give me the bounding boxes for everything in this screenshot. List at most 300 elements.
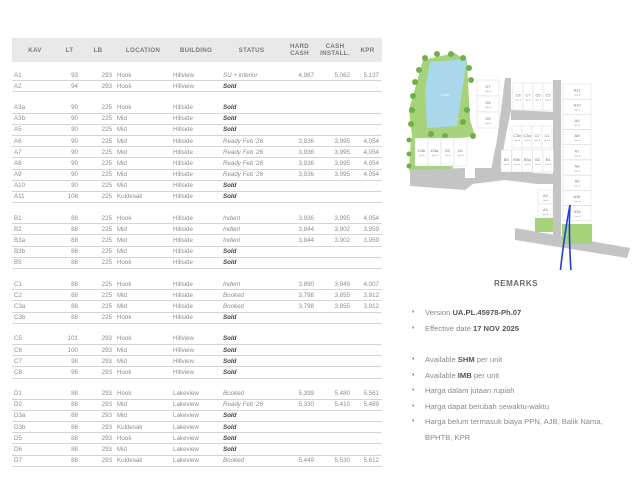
cell-location: Mid xyxy=(115,410,171,421)
map-lot xyxy=(543,150,554,172)
cell-lt: 88 xyxy=(58,410,81,421)
cell-cash-install: 5,410 xyxy=(317,399,353,410)
svg-text:Type A: Type A xyxy=(573,94,581,97)
remark-text: Harga belum termasuk biaya PPN, AJB, Balik Nama, BPHTB, KPR xyxy=(425,417,603,442)
cell-lt: 101 xyxy=(58,334,81,345)
cell-lt: 108 xyxy=(58,191,81,202)
cell-hard-cash xyxy=(282,422,317,433)
map-lot xyxy=(538,190,553,204)
svg-text:Type A: Type A xyxy=(573,170,581,173)
cell-status: Indent xyxy=(221,279,282,290)
cell-cash-install: 3,995 xyxy=(317,135,353,146)
cell-location: Hook xyxy=(115,367,171,378)
cell-status: Booked xyxy=(221,389,282,400)
cell-lb: 225 xyxy=(81,257,115,268)
cell-lb: 225 xyxy=(81,147,115,158)
cell-kpr: 5,489 xyxy=(353,399,382,410)
table-row xyxy=(12,113,382,124)
cell-cash-install xyxy=(317,124,353,135)
svg-text:Type A: Type A xyxy=(573,216,581,219)
cell-kav: A6 xyxy=(12,135,58,146)
cell-building: Hillside xyxy=(171,290,221,301)
cell-location: Mid xyxy=(115,158,171,169)
cell-building: Hillside xyxy=(171,312,221,323)
table-row xyxy=(12,433,382,444)
cell-kav: B2 xyxy=(12,224,58,235)
cell-location: Hook xyxy=(115,433,171,444)
cell-location: Mid xyxy=(115,290,171,301)
table-row xyxy=(12,235,382,246)
cell-kav: C2 xyxy=(12,290,58,301)
svg-text:B2: B2 xyxy=(535,157,541,162)
remark-item xyxy=(412,305,632,321)
cell-building: Hillview xyxy=(171,81,221,92)
cell-lt: 88 xyxy=(58,444,81,455)
cell-location: Mid xyxy=(115,135,171,146)
cell-status: Sold xyxy=(221,257,282,268)
map-lot xyxy=(563,145,591,160)
cell-kav: A5 xyxy=(12,124,58,135)
cell-lt: 88 xyxy=(58,422,81,433)
cell-hard-cash xyxy=(282,257,317,268)
cell-cash-install xyxy=(317,246,353,257)
cell-kpr xyxy=(353,444,382,455)
table-row xyxy=(12,399,382,410)
svg-text:C6: C6 xyxy=(535,92,541,98)
cell-lt: 88 xyxy=(58,213,81,224)
cell-kpr xyxy=(353,312,382,323)
cell-cash-install xyxy=(317,410,353,421)
cell-status: Ready Feb '26 xyxy=(221,158,282,169)
column-header: LT xyxy=(65,46,74,54)
cell-location: Mid xyxy=(115,356,171,367)
remark-item xyxy=(412,368,632,384)
cell-cash-install: 3,995 xyxy=(317,213,353,224)
map-lot xyxy=(522,126,532,148)
cell-location: Mid xyxy=(115,147,171,158)
svg-text:D3a: D3a xyxy=(430,148,439,153)
svg-text:Type A: Type A xyxy=(524,99,532,102)
cell-hard-cash xyxy=(282,246,317,257)
cell-cash-install xyxy=(317,312,353,323)
map-lot xyxy=(454,138,467,166)
map-lot xyxy=(563,175,591,190)
cell-lb: 225 xyxy=(81,113,115,124)
cell-lb: 293 xyxy=(81,410,115,421)
cell-lb: 293 xyxy=(81,399,115,410)
cell-building: Hillside xyxy=(171,279,221,290)
cell-lt: 96 xyxy=(58,367,81,378)
map-lot xyxy=(441,138,454,166)
map-lot xyxy=(428,138,441,166)
table-row xyxy=(12,367,382,378)
cell-cash-install: 5,062 xyxy=(317,70,353,81)
cell-lb: 225 xyxy=(81,290,115,301)
cell-lt: 100 xyxy=(58,344,81,355)
cell-cash-install: 3,902 xyxy=(317,224,353,235)
map-lot xyxy=(533,83,543,110)
svg-text:A11: A11 xyxy=(573,87,581,93)
cell-status: Sold xyxy=(221,81,282,92)
cell-lb: 225 xyxy=(81,235,115,246)
cell-kpr: 3,912 xyxy=(353,301,382,312)
cell-kav: D7 xyxy=(12,455,58,466)
map-lot xyxy=(542,126,552,148)
cell-lt: 88 xyxy=(58,389,81,400)
cell-lt: 88 xyxy=(58,246,81,257)
map-lot xyxy=(522,150,533,172)
cell-hard-cash: 3,936 xyxy=(282,158,317,169)
remark-text: per unit xyxy=(474,355,503,364)
cell-building: Hillside xyxy=(171,113,221,124)
svg-text:C8: C8 xyxy=(515,92,521,98)
svg-text:Type A: Type A xyxy=(573,140,581,143)
cell-kav: A11 xyxy=(12,191,58,202)
cell-cash-install: 3,995 xyxy=(317,158,353,169)
table-row xyxy=(12,158,382,169)
svg-text:C1: C1 xyxy=(544,133,550,138)
cell-status: Booked xyxy=(221,290,282,301)
table-row xyxy=(12,135,382,146)
svg-text:Type A: Type A xyxy=(533,140,541,142)
cell-lb: 225 xyxy=(81,102,115,113)
cell-lt: 93 xyxy=(58,70,81,81)
svg-text:Type A: Type A xyxy=(484,91,492,93)
svg-text:D5: D5 xyxy=(485,116,491,121)
cell-cash-install xyxy=(317,102,353,113)
cell-cash-install: 3,995 xyxy=(317,147,353,158)
table-row xyxy=(12,444,382,455)
cell-kav: B3b xyxy=(12,246,58,257)
cell-kpr: 4,054 xyxy=(353,158,382,169)
cell-hard-cash: 5,330 xyxy=(282,399,317,410)
column-header: KAV xyxy=(28,46,42,54)
cell-kpr: 4,054 xyxy=(353,213,382,224)
table-body xyxy=(12,62,382,466)
cell-location: Mid xyxy=(115,180,171,191)
remark-text: Version xyxy=(425,308,453,317)
table-row xyxy=(12,410,382,421)
cell-kav: C1 xyxy=(12,279,58,290)
remark-text: Effective date xyxy=(425,323,473,333)
cell-building: Hillside xyxy=(171,158,221,169)
cell-building: Lakeview xyxy=(171,455,221,466)
remark-text: per unit xyxy=(471,370,500,380)
svg-text:Type A: Type A xyxy=(444,155,451,157)
table-row xyxy=(12,422,382,433)
cell-cash-install xyxy=(317,444,353,455)
cell-hard-cash: 3,936 xyxy=(282,147,317,158)
table-row xyxy=(12,334,382,345)
group-spacer xyxy=(12,378,382,389)
cell-kpr xyxy=(353,344,382,355)
cell-building: Hillview xyxy=(171,356,221,367)
table-row xyxy=(12,389,382,400)
column-header: LB xyxy=(93,46,103,54)
cell-lb: 225 xyxy=(81,224,115,235)
cell-kpr: 4,007 xyxy=(353,279,382,290)
svg-text:Type A: Type A xyxy=(573,200,581,203)
remark-highlight: SHM xyxy=(457,355,475,364)
table-row xyxy=(12,301,382,312)
svg-text:A10: A10 xyxy=(573,102,581,108)
cell-lb: 293 xyxy=(81,389,115,400)
cell-lt: 88 xyxy=(58,399,81,410)
svg-text:Type A: Type A xyxy=(542,200,549,202)
cell-status: Sold xyxy=(221,334,282,345)
table-row xyxy=(12,81,382,92)
svg-text:A8: A8 xyxy=(574,133,580,139)
cell-location: Hook xyxy=(115,279,171,290)
cell-hard-cash: 4,987 xyxy=(282,70,317,81)
cell-cash-install xyxy=(317,113,353,124)
cell-status: Sold xyxy=(221,367,282,378)
column-header: LOCATION xyxy=(125,46,161,54)
cell-status: Sold xyxy=(221,191,282,202)
cell-kav: C7 xyxy=(12,356,58,367)
cell-location: Mid xyxy=(115,344,171,355)
cell-cash-install: 3,855 xyxy=(317,290,353,301)
cell-building: Hillside xyxy=(171,235,221,246)
map-lot xyxy=(563,160,591,175)
cell-status: Ready Feb '26 xyxy=(221,399,282,410)
table-row xyxy=(12,169,382,180)
cell-status: Booked xyxy=(221,301,282,312)
cell-building: Hillside xyxy=(171,135,221,146)
cell-cash-install: 3,902 xyxy=(317,235,353,246)
cell-hard-cash: 3,890 xyxy=(282,279,317,290)
svg-text:A7: A7 xyxy=(574,148,580,154)
cell-kpr: 5,137 xyxy=(353,70,382,81)
cell-cash-install: 3,855 xyxy=(317,301,353,312)
cell-lt: 90 xyxy=(58,147,81,158)
cell-kav: A3a xyxy=(12,102,58,113)
cell-kpr: 4,054 xyxy=(353,169,382,180)
cell-kav: B3a xyxy=(12,235,58,246)
cell-cash-install: 3,949 xyxy=(317,279,353,290)
cell-status: Sold xyxy=(221,344,282,355)
map-lot xyxy=(543,83,553,110)
cell-kpr xyxy=(353,410,382,421)
svg-text:C3b: C3b xyxy=(513,133,521,138)
svg-text:D2: D2 xyxy=(444,148,451,153)
svg-text:Type A: Type A xyxy=(573,155,581,158)
remark-item xyxy=(412,414,632,445)
cell-cash-install xyxy=(317,422,353,433)
spacer xyxy=(12,62,382,70)
cell-location: Hook xyxy=(115,213,171,224)
cell-kav: A1 xyxy=(12,70,58,81)
cell-kpr xyxy=(353,422,382,433)
group-spacer xyxy=(12,269,382,280)
cell-kav: A9 xyxy=(12,169,58,180)
map-lot xyxy=(513,83,523,110)
table-row xyxy=(12,312,382,323)
cell-lb: 293 xyxy=(81,81,115,92)
cell-status: Sold xyxy=(221,113,282,124)
cell-building: Hillside xyxy=(171,224,221,235)
cell-hard-cash xyxy=(282,113,317,124)
cell-kpr xyxy=(353,246,382,257)
cell-cash-install xyxy=(317,81,353,92)
cell-lt: 88 xyxy=(58,455,81,466)
remarks-list xyxy=(412,305,632,445)
table-row xyxy=(12,356,382,367)
cell-lb: 225 xyxy=(81,246,115,257)
cell-kav: D3b xyxy=(12,422,58,433)
cell-building: Hillview xyxy=(171,70,221,81)
cell-lt: 90 xyxy=(58,135,81,146)
cell-location: Mid xyxy=(115,124,171,135)
cell-lb: 225 xyxy=(81,301,115,312)
remark-item xyxy=(412,383,632,399)
table-row xyxy=(12,257,382,268)
cell-location: Hook xyxy=(115,334,171,345)
cell-kav: A3b xyxy=(12,113,58,124)
cell-kpr: 3,959 xyxy=(353,235,382,246)
svg-text:A3a: A3a xyxy=(573,209,581,215)
remark-item xyxy=(412,352,632,368)
map-lot xyxy=(563,190,591,205)
map-lot xyxy=(523,83,533,110)
cell-building: Lakeview xyxy=(171,444,221,455)
remark-text: Harga dapat berubah sewaktu-waktu xyxy=(425,401,550,411)
svg-text:Type A: Type A xyxy=(534,99,542,102)
cell-building: Hillside xyxy=(171,246,221,257)
cell-building: Hillside xyxy=(171,213,221,224)
svg-text:Type A: Type A xyxy=(484,123,492,125)
column-header: BUILDING xyxy=(179,46,213,54)
cell-kpr xyxy=(353,102,382,113)
cell-location: Mid xyxy=(115,444,171,455)
cell-location: Kuldesak xyxy=(115,455,171,466)
cell-lb: 225 xyxy=(81,191,115,202)
cell-location: Kuldesak xyxy=(115,191,171,202)
svg-text:D7: D7 xyxy=(485,84,491,89)
svg-text:A5: A5 xyxy=(574,178,580,184)
map-lot xyxy=(563,114,591,129)
cell-kpr: 4,054 xyxy=(353,147,382,158)
cell-location: Hook xyxy=(115,81,171,92)
cell-cash-install: 5,480 xyxy=(317,389,353,400)
map-lot xyxy=(415,138,428,166)
table-row xyxy=(12,224,382,235)
cell-kav: B1 xyxy=(12,213,58,224)
cell-status: Sold xyxy=(221,180,282,191)
cell-cash-install: 3,995 xyxy=(317,169,353,180)
cell-cash-install xyxy=(317,257,353,268)
cell-hard-cash: 5,449 xyxy=(282,455,317,466)
svg-text:Type A: Type A xyxy=(484,107,492,109)
cell-hard-cash xyxy=(282,124,317,135)
cell-lb: 293 xyxy=(81,356,115,367)
cell-hard-cash xyxy=(282,81,317,92)
remark-highlight: 17 NOV 2025 xyxy=(472,323,519,333)
column-header: KPR xyxy=(360,46,375,54)
cell-building: Lakeview xyxy=(171,399,221,410)
cell-kav: A8 xyxy=(12,158,58,169)
cell-location: Hook xyxy=(115,102,171,113)
cell-lt: 88 xyxy=(58,433,81,444)
svg-text:C3a: C3a xyxy=(523,133,531,138)
table-header-row xyxy=(12,38,382,62)
cell-status: Sold xyxy=(221,444,282,455)
cell-status: Indent xyxy=(221,224,282,235)
cell-hard-cash xyxy=(282,312,317,323)
remark-text: Available xyxy=(425,355,458,364)
cell-kav: D6 xyxy=(12,444,58,455)
svg-text:D3b: D3b xyxy=(417,148,426,153)
cell-building: Lakeview xyxy=(171,389,221,400)
cell-lb: 293 xyxy=(81,344,115,355)
cell-status: SU + interior xyxy=(221,70,282,81)
svg-text:A2: A2 xyxy=(543,193,548,198)
cell-lb: 225 xyxy=(81,158,115,169)
svg-text:D1: D1 xyxy=(457,148,464,153)
cell-building: Hillside xyxy=(171,169,221,180)
table-row xyxy=(12,213,382,224)
svg-text:Type A: Type A xyxy=(545,164,552,166)
cell-kav: D1 xyxy=(12,389,58,400)
table-row xyxy=(12,147,382,158)
remark-item xyxy=(412,321,632,337)
cell-hard-cash: 3,844 xyxy=(282,235,317,246)
cell-hard-cash xyxy=(282,191,317,202)
svg-text:Type A: Type A xyxy=(573,109,581,112)
cell-status: Sold xyxy=(221,312,282,323)
cell-cash-install xyxy=(317,344,353,355)
cell-lb: 293 xyxy=(81,367,115,378)
svg-text:C7: C7 xyxy=(525,92,531,98)
cell-location: Mid xyxy=(115,246,171,257)
svg-text:Type A: Type A xyxy=(457,155,464,157)
svg-text:Type A: Type A xyxy=(573,185,581,188)
cell-hard-cash xyxy=(282,367,317,378)
cell-status: Sold xyxy=(221,102,282,113)
cell-kpr xyxy=(353,334,382,345)
svg-text:Type A: Type A xyxy=(534,164,541,166)
cell-lb: 225 xyxy=(81,135,115,146)
cell-status: Booked xyxy=(221,455,282,466)
cell-location: Mid xyxy=(115,113,171,124)
svg-text:Type A: Type A xyxy=(514,99,522,102)
cell-lt: 98 xyxy=(58,356,81,367)
cell-kav: D5 xyxy=(12,433,58,444)
cell-kpr xyxy=(353,257,382,268)
cell-kav: A2 xyxy=(12,81,58,92)
svg-text:Type A: Type A xyxy=(573,124,581,127)
cell-lt: 88 xyxy=(58,224,81,235)
table-row xyxy=(12,246,382,257)
cell-hard-cash xyxy=(282,180,317,191)
cell-hard-cash xyxy=(282,444,317,455)
svg-text:B5: B5 xyxy=(503,157,509,162)
cell-status: Ready Feb '26 xyxy=(221,147,282,158)
cell-kpr xyxy=(353,433,382,444)
cell-building: Hillside xyxy=(171,180,221,191)
cell-lb: 225 xyxy=(81,213,115,224)
cell-status: Ready Feb '26 xyxy=(221,135,282,146)
cell-lt: 90 xyxy=(58,158,81,169)
svg-text:C5: C5 xyxy=(545,92,551,98)
cell-kpr: 3,959 xyxy=(353,224,382,235)
cell-status: Sold xyxy=(221,422,282,433)
cell-kav: D2 xyxy=(12,399,58,410)
remark-text: Harga dalam jutaan rupiah xyxy=(425,386,515,395)
map-lot xyxy=(563,130,591,145)
cell-kpr xyxy=(353,367,382,378)
cell-kpr: 3,912 xyxy=(353,290,382,301)
